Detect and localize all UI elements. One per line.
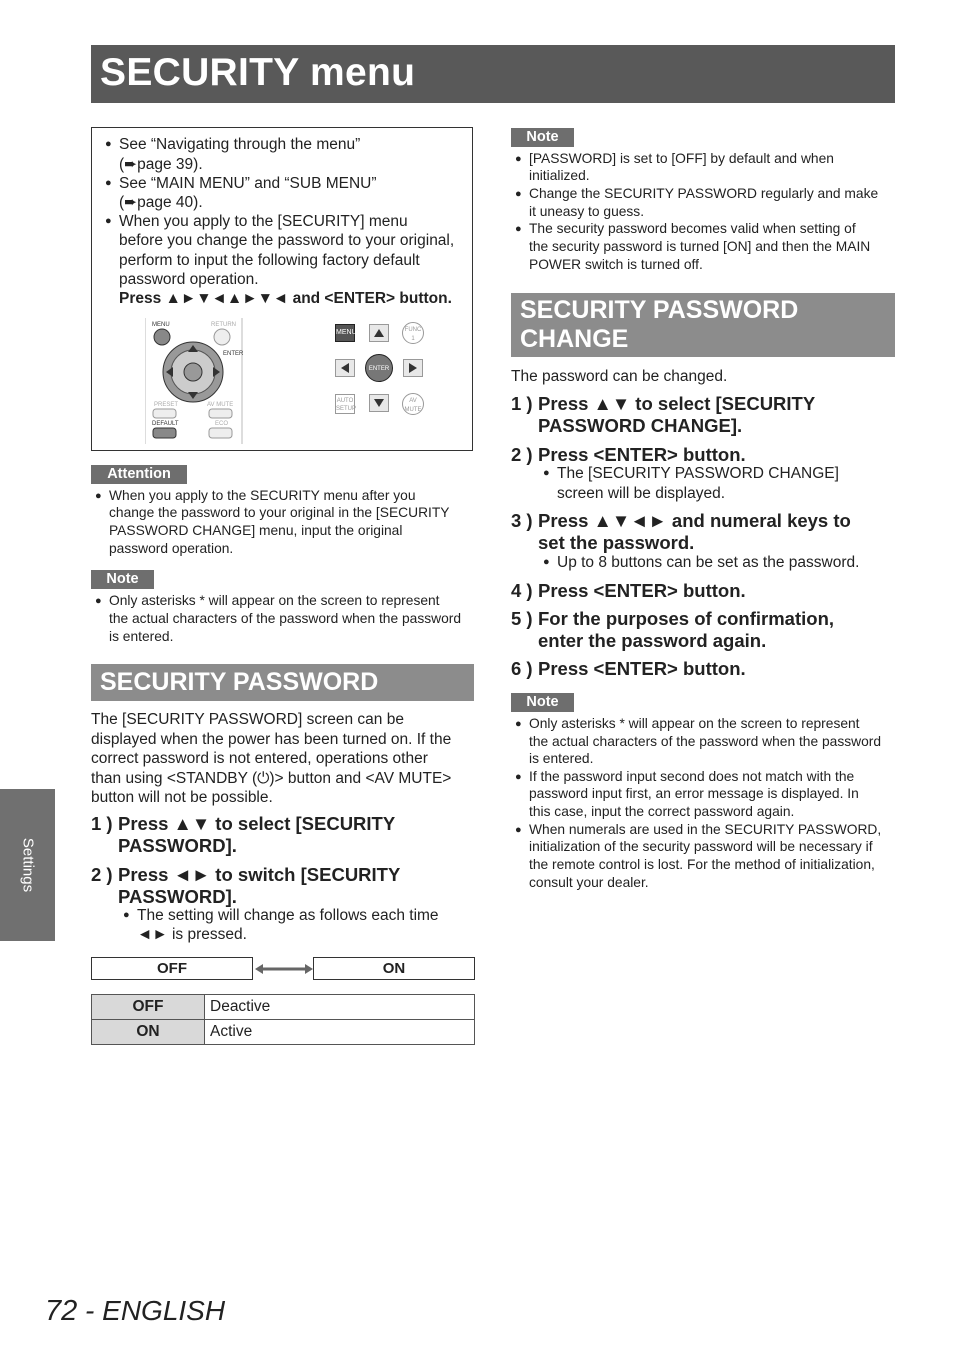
section-tab-label: Settings <box>19 837 36 893</box>
table-cell-value: Deactive <box>205 995 475 1020</box>
page-language: - ENGLISH <box>77 1295 226 1326</box>
intro-bullet-3-cont: perform to input the following factory default <box>119 252 420 269</box>
note-text-cont: POWER switch is turned off. <box>529 257 703 272</box>
note-label: Note <box>511 128 574 147</box>
section-tab-settings <box>0 789 55 941</box>
settings-table <box>91 994 475 1045</box>
attention-text-cont: PASSWORD CHANGE] menu, input the original <box>109 523 403 538</box>
intro-bullet-2-cont: (➨page 40). <box>119 194 203 211</box>
panel-right-button <box>403 359 423 377</box>
remote-label-default: DEFAULT <box>152 421 179 427</box>
note-text-cont: initialization of the security password will be necessary if <box>529 839 873 854</box>
note-text: ● The security password becomes valid when setting of <box>515 221 856 236</box>
note-text: ● If the password input second does not match with the <box>515 769 855 784</box>
note-text-cont: consult your dealer. <box>529 875 649 890</box>
note-text-cont: the actual characters of the password when the password <box>109 611 462 626</box>
note-text-cont: is entered. <box>529 751 594 766</box>
note-text-cont: this case, input the correct password again. <box>529 804 795 819</box>
remote-label-avmute: AV MUTE <box>207 402 234 408</box>
press-sequence: Press ▲►▼◄▲►▼◄ and <ENTER> button. <box>119 290 452 307</box>
double-arrow-icon <box>255 962 313 976</box>
step-2-note: ● The setting will change as follows each time <box>123 907 439 924</box>
remote-label-preset: PRESET <box>154 402 179 408</box>
step-2-note-cont: ◄► is pressed. <box>137 926 247 943</box>
remote-label-enter: ENTER <box>223 351 244 357</box>
note-text-cont: initialized. <box>529 168 590 183</box>
table-row <box>92 1020 475 1045</box>
note-text: ● When numerals are used in the SECURITY PASSWORD, <box>515 822 882 837</box>
section-heading-security-password-change: SECURITY PASSWORD CHANGE <box>511 293 895 357</box>
table-cell-value: Active <box>205 1020 475 1045</box>
step-1: 1 ) Press ▲▼ to select [SECURITY PASSWORD]. <box>91 813 396 856</box>
right-arrow-icon <box>404 360 422 376</box>
panel-menu-button: MENU <box>335 324 355 342</box>
change-step-1: 1 ) Press ▲▼ to select [SECURITY PASSWORD CHANGE]. <box>511 393 816 436</box>
remote-control-illustration <box>145 318 243 444</box>
section-heading-security-password: SECURITY PASSWORD <box>91 664 474 701</box>
change-step-2: 2 ) Press <ENTER> button. <box>511 444 746 465</box>
change-step-3-note: ● Up to 8 buttons can be set as the password. <box>543 554 860 571</box>
note-text: ● Only asterisks * will appear on the screen to represent <box>515 716 860 731</box>
attention-text-cont: password operation. <box>109 541 234 556</box>
change-step-6: 6 ) Press <ENTER> button. <box>511 658 746 679</box>
table-cell-key: OFF <box>92 995 205 1020</box>
toggle-off-box: OFF <box>91 957 253 980</box>
panel-auto-setup-button: AUTO SETUP <box>335 394 355 414</box>
note-text-cont: is entered. <box>109 629 174 644</box>
change-step-2-note-cont: screen will be displayed. <box>557 485 726 502</box>
panel-down-button <box>369 394 389 412</box>
change-step-4: 4 ) Press <ENTER> button. <box>511 580 746 601</box>
intro-bullet-2: ● See “MAIN MENU” and “SUB MENU” <box>105 175 377 192</box>
note-text: ● Change the SECURITY PASSWORD regularly and make <box>515 186 879 201</box>
step-2: 2 ) Press ◄► to switch [SECURITY PASSWORD]. <box>91 864 401 907</box>
panel-av-mute-button: AV MUTE <box>402 393 424 415</box>
note-label: Note <box>511 693 574 712</box>
note-text-cont: password input first, an error message is displayed. In <box>529 786 859 801</box>
table-cell-key: ON <box>92 1020 205 1045</box>
note-text-cont: the actual characters of the password when the password <box>529 734 882 749</box>
panel-func-button: FUNC 1 <box>402 322 424 344</box>
note-text-cont: the security password is turned [ON] and then the MAIN <box>529 239 871 254</box>
intro-bullet-3: ● When you apply to the [SECURITY] menu <box>105 213 408 230</box>
security-password-description: The [SECURITY PASSWORD] screen can be displayed when the power has been turned on. If the correct password is not entered, operations other than using <STANDBY (⏻)> button and <AV MUTE> button will not be possible. <box>91 711 452 806</box>
attention-label: Attention <box>91 465 187 484</box>
page-title: SECURITY menu <box>100 51 416 94</box>
left-arrow-icon <box>336 360 354 376</box>
note-text: ● Only asterisks * will appear on the screen to represent <box>95 593 440 608</box>
note-text-cont: the remote control is lost. For the method of initialization, <box>529 857 875 872</box>
intro-bullet-3-cont: before you change the password to your original, <box>119 232 455 249</box>
attention-text-cont: change the password to your original in the [SECURITY <box>109 505 450 520</box>
panel-up-button <box>369 324 389 342</box>
intro-bullet-1: ● See “Navigating through the menu” <box>105 136 361 153</box>
remote-label-eco: ECO <box>215 421 229 427</box>
remote-label-menu: MENU <box>152 322 170 328</box>
note-text: ● [PASSWORD] is set to [OFF] by default and when <box>515 151 834 166</box>
page-title-bar <box>91 45 895 103</box>
table-row <box>92 995 475 1020</box>
up-arrow-icon <box>370 325 388 341</box>
toggle-on-box: ON <box>313 957 475 980</box>
change-step-3: 3 ) Press ▲▼◄► and numeral keys to set the password. <box>511 510 851 553</box>
toggle-double-arrow <box>255 962 313 976</box>
page-number <box>45 1295 225 1328</box>
change-step-5: 5 ) For the purposes of confirmation, enter the password again. <box>511 608 835 651</box>
intro-bullet-3-cont: password operation. <box>119 271 259 288</box>
remote-label-return: RETURN <box>211 322 236 328</box>
password-change-intro: The password can be changed. <box>511 368 728 385</box>
note-label: Note <box>91 570 154 589</box>
change-step-2-note: ● The [SECURITY PASSWORD CHANGE] <box>543 465 839 482</box>
control-panel-illustration <box>333 320 428 420</box>
panel-enter-button: ENTER <box>365 354 393 382</box>
down-arrow-icon <box>370 395 388 411</box>
panel-left-button <box>335 359 355 377</box>
note-text-cont: it uneasy to guess. <box>529 204 645 219</box>
page-number-value: 72 <box>45 1295 78 1327</box>
attention-text: ● When you apply to the SECURITY menu after you <box>95 488 416 503</box>
intro-bullet-1-cont: (➨page 39). <box>119 156 203 173</box>
